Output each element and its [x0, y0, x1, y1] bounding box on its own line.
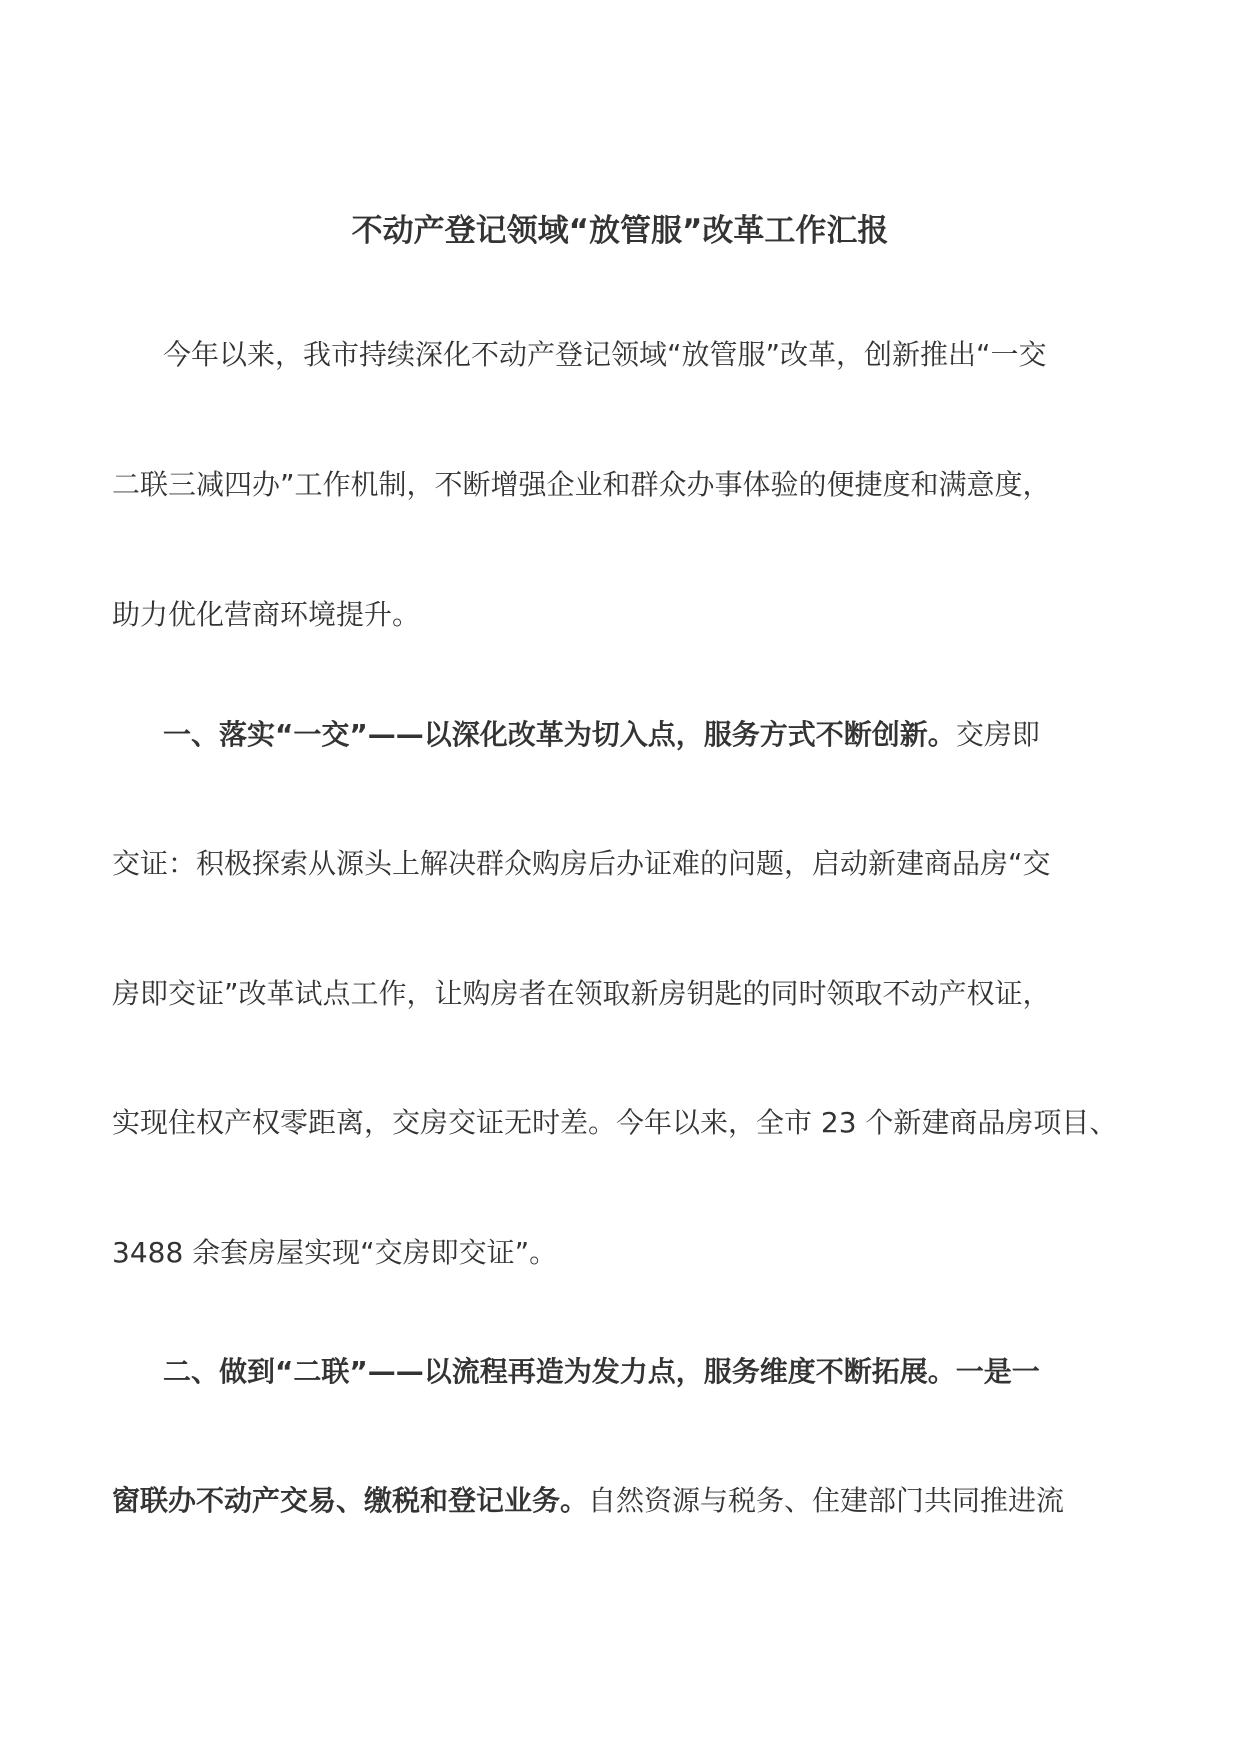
paragraph-line	[112, 1479, 1064, 1519]
line-text: 3488 余套房屋实现“交房即交证”。	[112, 1236, 558, 1269]
paragraph-line	[112, 972, 1051, 1012]
document-title: 不动产登记领域“放管服”改革工作汇报	[351, 213, 889, 249]
section-heading-line	[163, 1350, 1040, 1390]
paragraph-line	[163, 333, 1047, 373]
paragraph-line	[112, 593, 420, 633]
line-text: 助力优化营商环境提升。	[112, 598, 421, 631]
section-heading: 二、做到“二联”——以流程再造为发力点，服务维度不断拓展。一是一	[163, 1355, 1040, 1388]
line-text: 二联三减四办”工作机制，不断增强企业和群众办事体验的便捷度和满意度，	[112, 468, 1051, 501]
paragraph-line	[112, 1101, 1117, 1141]
line-text: 交房即	[955, 718, 1040, 751]
line-text: 实现住权产权零距离，交房交证无时差。今年以来，全市 23 个新建商品房项目、	[112, 1106, 1118, 1139]
bold-lead: 窗联办不动产交易、缴税和登记业务。	[112, 1484, 589, 1517]
section-heading-line	[163, 713, 1040, 753]
line-text: 今年以来，我市持续深化不动产登记领域“放管服”改革，创新推出“一交	[163, 338, 1047, 371]
line-text: 自然资源与税务、住建部门共同推进流	[588, 1484, 1065, 1517]
paragraph-line	[112, 842, 1051, 882]
section-heading: 一、落实“一交”——以深化改革为切入点，服务方式不断创新。	[163, 718, 956, 751]
line-text: 交证：积极探索从源头上解决群众购房后办证难的问题，启动新建商品房“交	[112, 847, 1051, 880]
line-text: 房即交证”改革试点工作，让购房者在领取新房钥匙的同时领取不动产权证，	[112, 977, 1051, 1010]
paragraph-line	[112, 463, 1051, 503]
paragraph-line	[112, 1231, 557, 1271]
